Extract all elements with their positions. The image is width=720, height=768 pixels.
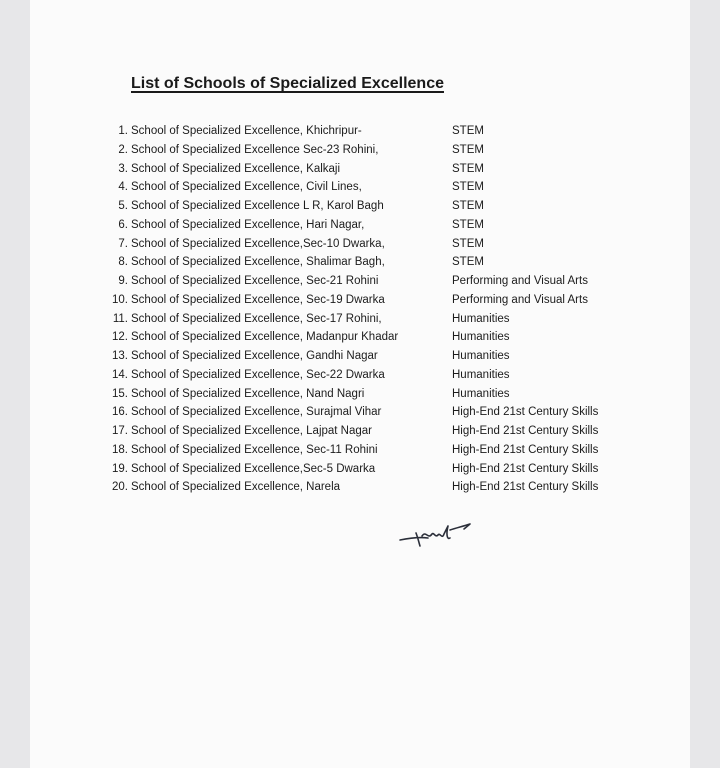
item-number: 19. [112,462,128,475]
school-category: Performing and Visual Arts [452,293,588,306]
list-item [30,310,690,329]
school-name: School of Specialized Excellence, Khichripur- [131,125,362,137]
school-name: School of Specialized Excellence Sec-23 Rohini, [131,143,379,156]
item-number: 3. [118,162,128,175]
list-item [30,347,690,366]
school-category: High-End 21st Century Skills [452,481,599,494]
school-name: School of Specialized Excellence, Narela [131,481,341,494]
list-item [30,460,690,479]
school-list [30,122,690,497]
item-number: 20. [112,481,128,494]
item-number: 14. [112,368,128,381]
item-number: 7. [118,237,128,250]
school-name: School of Specialized Excellence, Shalimar Bagh, [131,256,385,269]
school-name: School of Specialized Excellence, Nand Nagri [131,387,365,400]
item-number: 1. [118,125,128,137]
document-page [30,0,690,768]
school-category: Humanities [452,331,510,344]
list-item [30,178,690,197]
school-category: Humanities [452,368,510,381]
school-name: School of Specialized Excellence, Hari Nagar, [131,218,365,231]
school-category: Performing and Visual Arts [452,275,588,287]
school-category: High-End 21st Century Skills [452,443,599,456]
school-category: STEM [452,256,484,269]
school-category: STEM [452,237,484,250]
school-category: STEM [452,181,484,194]
school-name: School of Specialized Excellence, Sec-22 Dwarka [131,368,385,381]
item-number: 5. [118,200,128,212]
item-number: 8. [118,256,128,269]
item-number: 13. [112,350,128,362]
list-item [30,291,690,310]
list-item [30,160,690,179]
school-name: School of Specialized Excellence, Sec-21 Rohini [131,275,379,287]
school-name: School of Specialized Excellence, Civil Lines, [131,181,362,194]
list-item [30,122,690,141]
school-name: School of Specialized Excellence, Surajmal Vihar [131,406,382,419]
item-number: 16. [112,406,128,419]
school-name: School of Specialized Excellence, Madanpur Khadar [131,331,399,344]
list-item [30,403,690,422]
page-title: List of Schools of Specialized Excellence [131,75,444,92]
school-category: STEM [452,125,484,137]
signature-icon [398,520,478,548]
school-name: School of Specialized Excellence, Kalkaji [131,162,341,175]
item-number: 12. [112,331,128,344]
school-name: School of Specialized Excellence L R, Karol Bagh [131,200,384,212]
item-number: 2. [118,143,128,156]
list-item [30,141,690,160]
school-name: School of Specialized Excellence, Sec-11 Rohini [131,443,378,456]
list-item [30,478,690,497]
list-item [30,272,690,291]
school-name: School of Specialized Excellence, Gandhi Nagar [131,350,378,362]
list-item [30,385,690,404]
list-item [30,216,690,235]
item-number: 4. [118,181,128,194]
item-number: 15. [112,387,128,400]
item-number: 18. [112,443,128,456]
school-category: STEM [452,143,484,156]
school-category: High-End 21st Century Skills [452,406,599,419]
school-name: School of Specialized Excellence,Sec-5 Dwarka [131,462,376,475]
list-item [30,235,690,254]
item-number: 10. [112,293,128,306]
school-name: School of Specialized Excellence, Sec-19 Dwarka [131,293,385,306]
school-category: Humanities [452,350,510,362]
school-category: High-End 21st Century Skills [452,462,599,475]
list-item [30,253,690,272]
school-name: School of Specialized Excellence, Lajpat Nagar [131,425,373,437]
list-item [30,366,690,385]
list-item [30,328,690,347]
list-item [30,197,690,216]
school-name: School of Specialized Excellence, Sec-17 Rohini, [131,312,382,325]
item-number: 11. [112,312,128,325]
item-number: 9. [118,275,128,287]
item-number: 17. [112,425,128,437]
school-category: Humanities [452,387,510,400]
school-name: School of Specialized Excellence,Sec-10 Dwarka, [131,237,385,250]
school-category: STEM [452,162,484,175]
school-category: Humanities [452,312,510,325]
school-category: STEM [452,200,484,212]
list-item [30,441,690,460]
item-number: 6. [118,218,128,231]
school-category: High-End 21st Century Skills [452,425,599,437]
school-category: STEM [452,218,484,231]
list-item [30,422,690,441]
